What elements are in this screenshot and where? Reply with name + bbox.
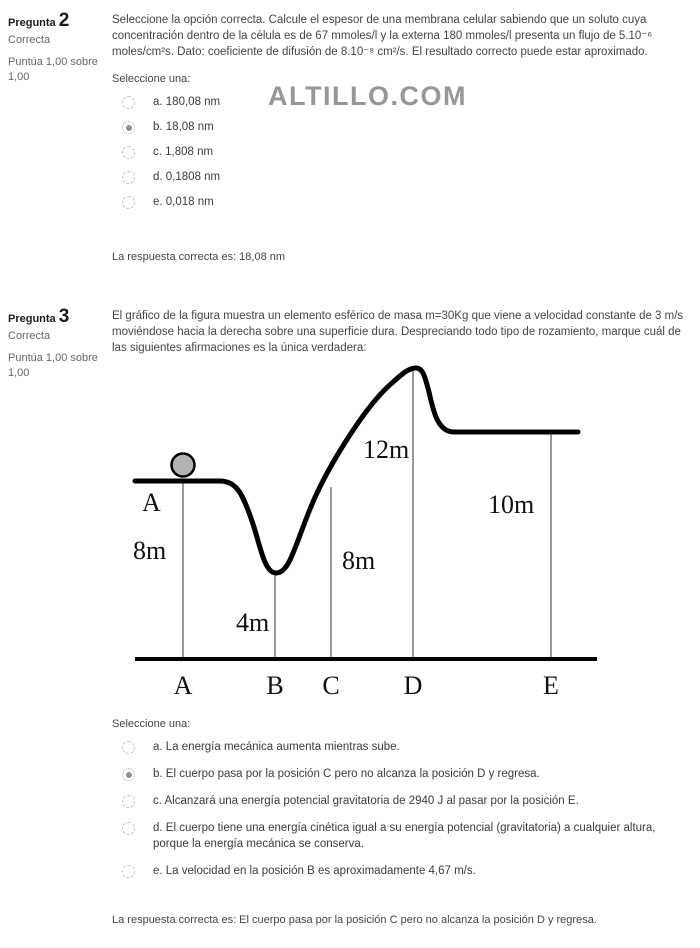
label-4m: 4m <box>236 608 270 637</box>
axis-label-b: B <box>266 671 284 700</box>
question-2-select-prompt: Seleccione una: <box>112 73 191 85</box>
question-3-points <box>8 351 106 381</box>
axis-label-a: A <box>173 671 193 700</box>
points-line-2: 1,00 <box>8 71 30 83</box>
question-3-title <box>8 308 106 326</box>
label-8m-left: 8m <box>133 536 167 565</box>
option-label: d. El cuerpo tiene una energía cinética igual a su energía potencial (gravitatoria) a cualquier altura, porque la energía mecánica se conserva. <box>153 822 656 850</box>
question-2-status: Correcta <box>8 34 51 46</box>
question-3-block <box>0 306 700 948</box>
option-label: c. Alcanzará una energía potencial gravitatoria de 2940 J al pasar por la posición E. <box>153 795 579 807</box>
option-label: a. 180,08 nm <box>153 96 221 108</box>
radio-icon[interactable] <box>122 146 135 159</box>
option-label: e. 0,018 nm <box>153 196 214 208</box>
question-3-options <box>112 739 696 890</box>
option-label: e. La velocidad en la posición B es aproximadamente 4,67 m/s. <box>153 865 476 877</box>
label-point-a: A <box>142 488 161 517</box>
label-10m: 10m <box>488 490 535 519</box>
radio-icon[interactable] <box>122 822 135 835</box>
question-2-text: Seleccione la opción correcta. Calcule el espesor de una membrana celular sabiendo que un soluto cuya concentración dentro de la célula es de 67 mmoles/l y la externa 180 mmoles/l presenta un flujo de 5.10⁻⁶ moles/cm²s. Dato: coeficiente de difusión de 8.10⁻⁸ cm²/s. El resultado correcto puede estar aproximado. <box>112 14 653 58</box>
option-a[interactable] <box>112 739 696 755</box>
option-e[interactable] <box>112 194 696 210</box>
option-label: a. La energía mecánica aumenta mientras sube. <box>153 741 400 753</box>
question-3-status: Correcta <box>8 330 51 342</box>
terrain-curve <box>135 368 578 573</box>
option-a[interactable] <box>112 94 696 110</box>
option-d[interactable] <box>112 820 696 852</box>
label-8m-mid: 8m <box>342 546 376 575</box>
question-label: Pregunta <box>8 17 56 29</box>
radio-icon[interactable] <box>122 741 135 754</box>
question-number: 2 <box>58 10 70 31</box>
option-e[interactable] <box>112 863 696 879</box>
radio-icon[interactable] <box>122 96 135 109</box>
axis-label-c: C <box>322 671 340 700</box>
question-2-info <box>8 10 106 83</box>
ball <box>172 454 195 477</box>
question-2-block <box>0 10 700 306</box>
label-12m: 12m <box>363 435 410 464</box>
question-2-correct-answer: La respuesta correcta es: 18,08 nm <box>112 251 286 263</box>
axis-label-d: D <box>403 671 423 700</box>
option-b[interactable] <box>112 766 696 782</box>
option-c[interactable] <box>112 793 696 809</box>
points-line-1: Puntúa 1,00 sobre <box>8 352 98 364</box>
radio-icon[interactable] <box>122 768 135 781</box>
radio-icon[interactable] <box>122 171 135 184</box>
option-b[interactable] <box>112 119 696 135</box>
question-2-options <box>112 94 696 219</box>
question-3-select-prompt: Seleccione una: <box>112 718 191 730</box>
question-2-title <box>8 12 106 30</box>
radio-icon[interactable] <box>122 865 135 878</box>
option-label: b. El cuerpo pasa por la posición C pero no alcanza la posición D y regresa. <box>153 768 540 780</box>
question-label: Pregunta <box>8 313 56 325</box>
option-label: b. 18,08 nm <box>153 121 214 133</box>
question-number: 3 <box>58 306 70 327</box>
option-label: c. 1,808 nm <box>153 146 214 158</box>
radio-icon[interactable] <box>122 795 135 808</box>
question-3-text: El gráfico de la figura muestra un elemento esférico de masa m=30Kg que viene a velocidad constante de 3 m/s moviéndose hacia la derecha sobre una superficie dura. Despreciando todo tipo de rozamiento, marque cuál de las siguientes afirmaciones es la única verdadera: <box>112 310 684 354</box>
radio-icon[interactable] <box>122 196 135 209</box>
question-3-correct-answer: La respuesta correcta es: El cuerpo pasa por la posición C pero no alcanza la posición D y regresa. <box>112 914 597 926</box>
question-2-points <box>8 55 106 85</box>
option-d[interactable] <box>112 169 696 185</box>
option-label: d. 0,1808 nm <box>153 171 221 183</box>
points-line-1: Puntúa 1,00 sobre <box>8 56 98 68</box>
question-3-info <box>8 306 106 379</box>
altillo-watermark: ALTILLO.COM <box>268 81 467 111</box>
points-line-2: 1,00 <box>8 367 30 379</box>
radio-icon[interactable] <box>122 121 135 134</box>
terrain-profile-figure <box>120 358 600 703</box>
axis-label-e: E <box>543 671 559 700</box>
option-c[interactable] <box>112 144 696 160</box>
